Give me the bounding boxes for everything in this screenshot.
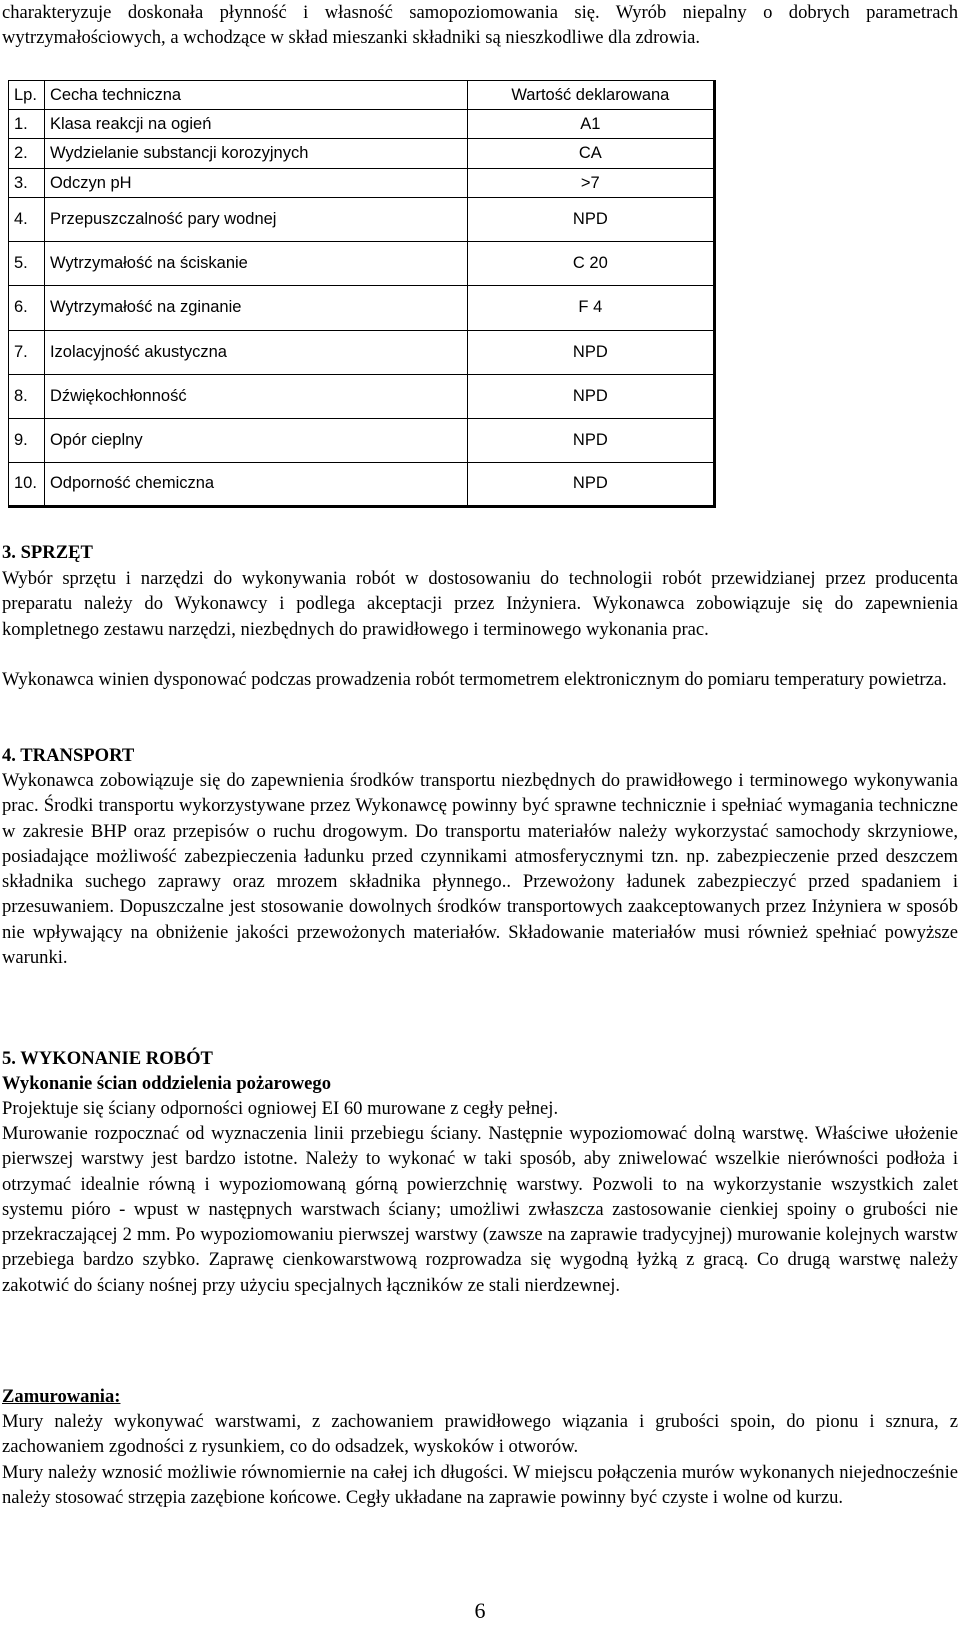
table-row [9, 330, 715, 374]
row-property: Wytrzymałość na zginanie [44, 286, 467, 330]
section-5-title: 5. WYKONANIE ROBÓT [2, 1048, 213, 1069]
row-declared-value: A1 [467, 110, 714, 139]
header-property: Cecha techniczna [44, 81, 467, 110]
section-4-paragraph: Wykonawca zobowiązuje się do zapewnienia środków transportu niezbędnych do prawidłowego i terminowego wykonywania prac. Środki transportu wykorzystywane przez Wykonawcę powinny być sprawne technicznie i spełniać wymagania techniczne w zakresie BHP oraz przepisów o ruchu drogowym. Do transportu materiałów należy wykorzystać samochody skrzyniowe, posiadające możliwość zabezpieczenia ładunku przed czynnikami atmosferycznymi tzn. np. zabezpieczenie przed deszczem składnika suchego zaprawy oraz mrozem składnika płynnego.. Przewożony ładunek zabezpieczyć przed spadaniem i przesuwaniem. Dopuszczalne jest stosowanie dowolnych środków transportowych zaakceptowanych przez Inżyniera w sposób nie wpływający na obniżenie jakości przewożonych materiałów. Składowanie materiałów musi również spełniać powyższe warunki. [2, 770, 958, 969]
row-number: 6. [9, 286, 45, 330]
section-5-paragraph-1: Projektuje się ściany odporności ogniowej EI 60 murowane z cegły pełnej. [2, 1098, 559, 1119]
intro-paragraph: charakteryzuje doskonała płynność i własność samopoziomowania się. Wyrób niepalny o dobrych parametrach wytrzymałościowych, a wchodzące w skład mieszanki składniki są nieszkodliwe dla zdrowia. [2, 2, 958, 49]
row-number: 1. [9, 110, 45, 139]
row-property: Wytrzymałość na ściskanie [44, 242, 467, 286]
section-3-paragraph-1: Wybór sprzętu i narzędzi do wykonywania robót w dostosowaniu do technologii robót przewidzianej przez producenta preparatu należy do Wykonawcy i podlega akceptacji przez Inżyniera. Wykonawca zobowiązuje się do zapewnienia kompletnego zestawu narzędzi, niezbędnych do prawidłowego i terminowego wykonania prac. [2, 568, 958, 640]
table-row [9, 198, 715, 242]
section-5-paragraph-2: Murowanie rozpocznać od wyznaczenia linii przebiegu ściany. Następnie wypoziomować dolną warstwę. Właściwe ułożenie pierwszej warstwy jest bardzo istotne. Należy to wykonać w taki sposób, aby zniwelować wszelkie nierówności podłoża i otrzymać idealnie równą i wypoziomowaną górną powierzchnię warstwy. Pozwoli to na wykorzystanie wszystkich zalet systemu pióro - wpust w następnych warstwach ściany; umożliwi zwłaszcza zastosowanie cienkiej spoiny o grubości nie przekraczającej 2 mm. Po wypoziomowaniu pierwszej warstwy (zawsze na zaprawie tradycyjnej) murowanie kolejnych warstw przebiega bardzo szybko. Zaprawę cienkowarstwową rozprowadza się wygodną łyżką z gracą. Co drugą warstwę należy zakotwić do ściany nośnej przy użyciu specjalnych łączników ze stali nierdzewnej. [2, 1123, 958, 1296]
table-row [9, 286, 715, 330]
section-5-subtitle: Wykonanie ścian oddzielenia pożarowego [2, 1073, 332, 1094]
row-declared-value: CA [467, 139, 714, 168]
row-declared-value: NPD [467, 330, 714, 374]
row-declared-value: F 4 [467, 286, 714, 330]
row-declared-value: C 20 [467, 242, 714, 286]
page-number: 6 [474, 1598, 486, 1623]
table-body [9, 110, 715, 507]
row-number: 9. [9, 418, 45, 462]
row-property: Izolacyjność akustyczna [44, 330, 467, 374]
row-property: Wydzielanie substancji korozyjnych [44, 139, 467, 168]
row-number: 8. [9, 374, 45, 418]
walling-subtitle: Zamurowania: [2, 1386, 121, 1407]
technical-properties-table [8, 80, 716, 508]
section-3-title: 3. SPRZĘT [2, 542, 93, 563]
section-5-paragraph-4: Mury należy wznosić możliwie równomiernie na całej ich długości. W miejscu połączenia murów wykonanych niejednocześnie należy stosować strzępia zazębione końcowe. Cegły układane na zaprawie powinny być czyste i wolne od kurzu. [2, 1462, 958, 1509]
row-property: Odporność chemiczna [44, 462, 467, 506]
section-4-title: 4. TRANSPORT [2, 745, 135, 766]
row-declared-value: >7 [467, 168, 714, 197]
section-3-paragraph-2: Wykonawca winien dysponować podczas prowadzenia robót termometrem elektronicznym do pomiaru temperatury powietrza. [2, 669, 947, 690]
table-row [9, 110, 715, 139]
table-row [9, 462, 715, 506]
table-row [9, 418, 715, 462]
row-number: 3. [9, 168, 45, 197]
table-row [9, 374, 715, 418]
row-property: Przepuszczalność pary wodnej [44, 198, 467, 242]
row-number: 2. [9, 139, 45, 168]
row-declared-value: NPD [467, 462, 714, 506]
table-header-row [9, 81, 715, 110]
row-property: Dźwiękochłonność [44, 374, 467, 418]
header-declared-value: Wartość deklarowana [467, 81, 714, 110]
section-5-paragraph-3: Mury należy wykonywać warstwami, z zachowaniem prawidłowego wiązania i grubości spoin, do pionu i sznura, z zachowaniem zgodności z rysunkiem, co do odsadzek, wyskoków i otworów. [2, 1411, 958, 1458]
row-declared-value: NPD [467, 374, 714, 418]
header-lp: Lp. [9, 81, 45, 110]
row-number: 5. [9, 242, 45, 286]
row-property: Odczyn pH [44, 168, 467, 197]
row-declared-value: NPD [467, 418, 714, 462]
row-number: 7. [9, 330, 45, 374]
row-number: 4. [9, 198, 45, 242]
row-number: 10. [9, 462, 45, 506]
row-property: Klasa reakcji na ogień [44, 110, 467, 139]
row-property: Opór cieplny [44, 418, 467, 462]
table-row [9, 139, 715, 168]
row-declared-value: NPD [467, 198, 714, 242]
table-row [9, 242, 715, 286]
table-row [9, 168, 715, 197]
